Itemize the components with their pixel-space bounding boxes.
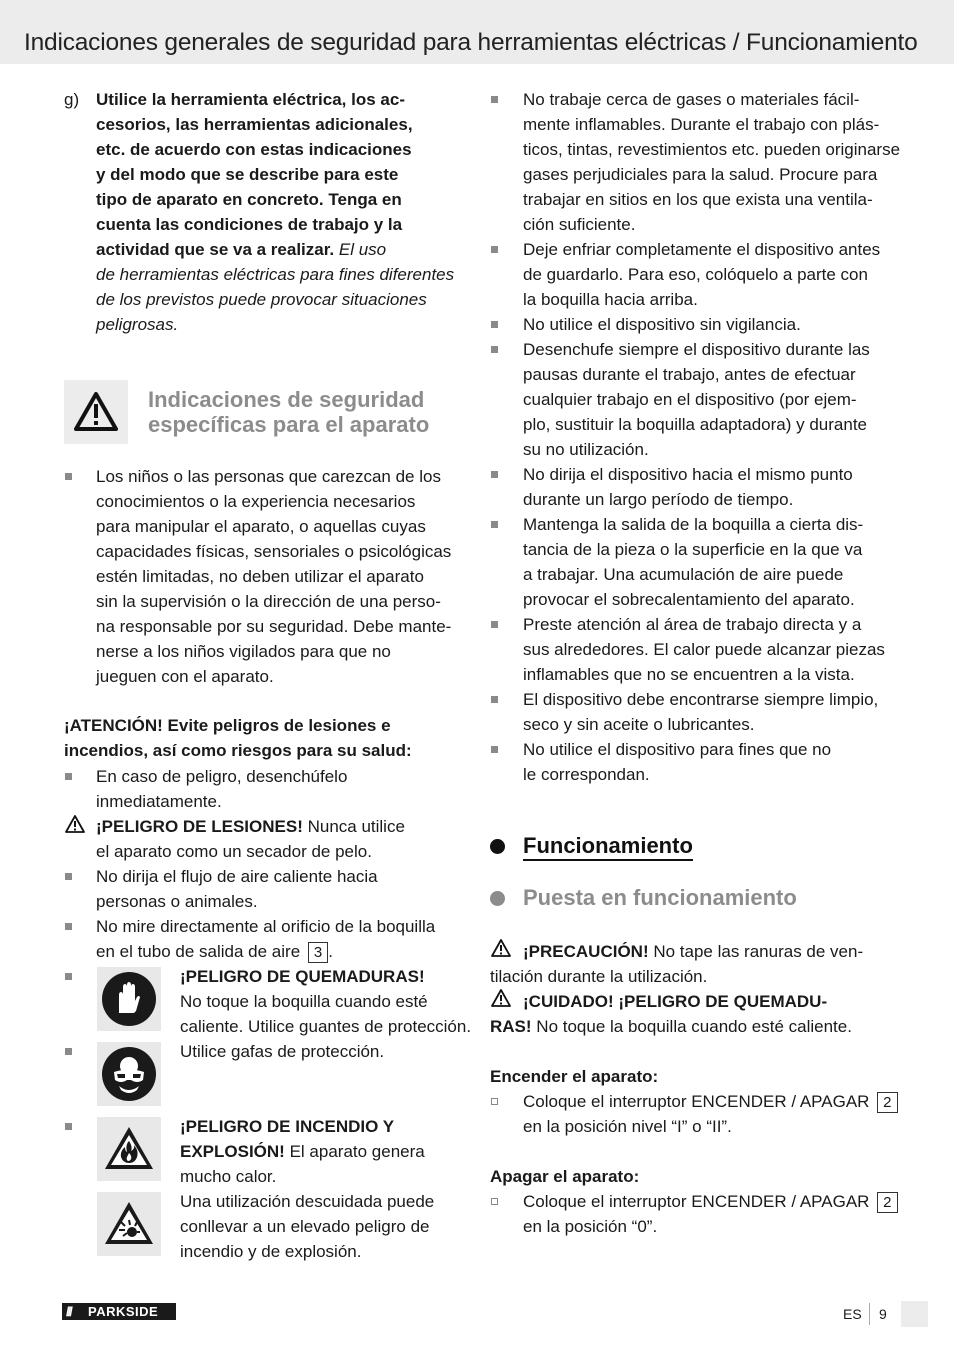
bullet-square: [491, 346, 498, 353]
section-title-line: específicas para el aparato: [148, 412, 430, 437]
bullet-square: [65, 1048, 72, 1055]
part-number-box: 2: [877, 1192, 897, 1213]
bullet-line: de guardarlo. Para eso, colóquelo a parte con: [523, 265, 868, 284]
item-marker-g: g): [64, 90, 80, 109]
fire-rest: El aparato genera: [284, 1142, 425, 1161]
step-line: [523, 1089, 898, 1114]
bullet-line: trabajar en sitios en los que exista una ventila-: [523, 190, 873, 209]
para-line: para manipular el aparato, o aquellas cuyas: [96, 517, 426, 536]
item-danger: [96, 764, 347, 814]
bullet-square: [491, 696, 498, 703]
logo-stripes: ///: [66, 1304, 71, 1319]
explosion-hazard-icon: [97, 1192, 161, 1256]
caution-line-2: tilación durante la utilización.: [490, 967, 708, 986]
item-line: No mire directamente al orificio de la boquilla: [96, 917, 436, 936]
bullet-line: a trabajar. Una acumulación de aire puede: [523, 565, 844, 584]
fire-pictogram: [97, 1117, 161, 1181]
injury-rest: Nunca utilice: [302, 817, 405, 836]
gloves-pictogram: [97, 967, 161, 1031]
step-square: [491, 1098, 498, 1105]
bullet-square: [65, 1123, 72, 1130]
bullet-line: le correspondan.: [523, 765, 650, 784]
part-number-box: 2: [877, 1092, 897, 1113]
goggles-pictogram: [97, 1042, 161, 1106]
right-bullet-item: [523, 312, 903, 337]
bullet-line: No utilice el dispositivo sin vigilancia.: [523, 315, 801, 334]
warning-triangle-icon: [490, 938, 512, 958]
right-bullet-item: [523, 612, 903, 687]
item-fire: [180, 1114, 470, 1264]
fire-bold-2: EXPLOSIÓN!: [180, 1142, 285, 1161]
g-italic-line: de herramientas eléctricas para fines diferentes: [96, 265, 455, 284]
right-bullet-item: [523, 237, 903, 312]
attention-heading: [64, 713, 464, 763]
item-line: inmediatamente.: [96, 792, 222, 811]
bullet-line: Desenchufe siempre el dispositivo durante las: [523, 340, 870, 359]
bullet-line: ticos, tintas, revestimientos etc. pueden originarse: [523, 140, 901, 159]
heading-funcionamiento: Funcionamiento: [523, 833, 693, 861]
bullet-line: plo, sustituir la boquilla adaptadora) y durante: [523, 415, 867, 434]
g-italic-line: peligrosas.: [96, 315, 179, 334]
bullet-square: [65, 923, 72, 930]
page-number: 9: [879, 1306, 887, 1322]
switch-off-step: [523, 1189, 898, 1239]
section-title-line: Indicaciones de seguridad: [148, 387, 425, 412]
heading-dot: [490, 839, 505, 854]
g-line: tipo de aparato en concreto. Tenga en: [96, 190, 402, 209]
step-line: en la posición “0”.: [523, 1217, 658, 1236]
bullet-square: [491, 246, 498, 253]
heading-dot: [490, 891, 505, 906]
item-line: [96, 814, 466, 839]
page-title: Indicaciones generales de seguridad para herramientas eléctricas / Funcionamiento: [24, 29, 918, 56]
right-bullet-item: [523, 512, 903, 612]
heading-puesta: Puesta en funcionamiento: [523, 885, 797, 910]
g-italic-line: de los previstos puede provocar situaciones: [96, 290, 427, 309]
bullet-square: [491, 621, 498, 628]
care-line-2: [490, 1014, 852, 1039]
bullet-line: Preste atención al área de trabajo directa y a: [523, 615, 862, 634]
para-line: nerse a los niños vigilados para que no: [96, 642, 391, 661]
right-bullet-item: [523, 87, 903, 237]
section-title: [148, 387, 478, 437]
caution-bold: ¡PRECAUCIÓN!: [523, 942, 649, 961]
bullet-line: sus alrededores. El calor puede alcanzar piezas: [523, 640, 885, 659]
care-rest: No toque la boquilla cuando esté caliente.: [531, 1017, 852, 1036]
fire-bold-1: ¡PELIGRO DE INCENDIO Y: [180, 1117, 395, 1136]
bullet-line: mente inflamables. Durante el trabajo con plás-: [523, 115, 880, 134]
attention-line: incendios, así como riesgos para su salud:: [64, 741, 412, 760]
step-text: Coloque el interruptor ENCENDER / APAGAR: [523, 1092, 870, 1111]
care-bold-2: RAS!: [490, 1017, 532, 1036]
bullet-square: [491, 471, 498, 478]
bullet-line: ción suficiente.: [523, 215, 636, 234]
explosion-pictogram: [97, 1192, 161, 1256]
bullet-line: Deje enfriar completamente el dispositivo antes: [523, 240, 881, 259]
g-bold-text: [96, 87, 466, 262]
g-line: etc. de acuerdo con estas indicaciones: [96, 140, 412, 159]
para-line: na responsable por su seguridad. Debe mante-: [96, 617, 452, 636]
caution-rest: No tape las ranuras de ven-: [648, 942, 864, 961]
g-line: Utilice la herramienta eléctrica, los ac-: [96, 90, 405, 109]
bullet-line: durante un largo período de tiempo.: [523, 490, 794, 509]
right-bullet-item: [523, 337, 903, 462]
care-line-1: ¡CUIDADO! ¡PELIGRO DE QUEMADU-: [523, 992, 828, 1011]
bullet-line: No dirija el dispositivo hacia el mismo punto: [523, 465, 853, 484]
item-line: [96, 939, 476, 964]
goggles-icon: [97, 1042, 161, 1106]
right-bullet-item: [523, 687, 903, 737]
bullet-line: No utilice el dispositivo para fines que no: [523, 740, 832, 759]
warning-triangle-icon: [490, 988, 512, 1008]
injury-bold: ¡PELIGRO DE LESIONES!: [96, 817, 303, 836]
step-line: en la posición nivel “I” o “II”.: [523, 1117, 732, 1136]
caution-line-1: [523, 939, 863, 964]
bullet-line: provocar el sobrecalentamiento del aparato.: [523, 590, 855, 609]
item-line: mucho calor.: [180, 1167, 277, 1186]
para-line: estén limitadas, no deben utilizar el aparato: [96, 567, 424, 586]
step-line: [523, 1189, 898, 1214]
item-line: [180, 1139, 470, 1164]
logo-brand: PARKSIDE: [88, 1304, 159, 1319]
bullet-square: [491, 746, 498, 753]
item-line: caliente. Utilice guantes de protección.: [180, 1017, 472, 1036]
page-tab: [901, 1301, 928, 1327]
look-text: en el tubo de salida de aire: [96, 942, 301, 961]
g-line: [96, 237, 466, 262]
bullet-line: la boquilla hacia arriba.: [523, 290, 698, 309]
children-paragraph: [96, 464, 466, 689]
bullet-square: [65, 473, 72, 480]
switch-on-title: Encender el aparato:: [490, 1067, 659, 1086]
bullet-line: No trabaje cerca de gases o materiales fácil-: [523, 90, 860, 109]
part-number-box: 3: [308, 942, 328, 963]
para-line: jueguen con el aparato.: [96, 667, 274, 686]
bullet-square: [491, 96, 498, 103]
bullet-line: Mantenga la salida de la boquilla a cierta dis-: [523, 515, 864, 534]
g-line: y del modo que se describe para este: [96, 165, 399, 184]
g-italic-first: El uso: [334, 240, 387, 259]
step-text: Coloque el interruptor ENCENDER / APAGAR: [523, 1192, 870, 1211]
switch-off-title: Apagar el aparato:: [490, 1167, 640, 1186]
para-line: Los niños o las personas que carezcan de los: [96, 467, 441, 486]
item-line: el aparato como un secador de pelo.: [96, 842, 372, 861]
step-square: [491, 1198, 498, 1205]
item-look: [96, 914, 476, 964]
item-line: incendio y de explosión.: [180, 1242, 362, 1261]
item-goggles: Utilice gafas de protección.: [180, 1042, 385, 1061]
g-italic-text: [96, 262, 466, 337]
bullet-line: gases perjudiciales para la salud. Procure para: [523, 165, 878, 184]
g-bold-last: actividad que se va a realizar.: [96, 240, 335, 259]
switch-on-step: [523, 1089, 898, 1139]
warning-triangle-icon: [64, 380, 128, 444]
fire-hazard-icon: [97, 1117, 161, 1181]
item-line: personas o animales.: [96, 892, 258, 911]
g-line: cuenta las condiciones de trabajo y la: [96, 215, 403, 234]
para-line: conocimientos o la experiencia necesarios: [96, 492, 416, 511]
bullet-line: tancia de la pieza o la superficie en la que va: [523, 540, 863, 559]
bullet-line: cualquier trabajo en el dispositivo (por ejem-: [523, 390, 857, 409]
bullet-square: [65, 973, 72, 980]
bullet-square: [491, 521, 498, 528]
footer-divider: [869, 1303, 870, 1325]
g-line: cesorios, las herramientas adicionales,: [96, 115, 413, 134]
bullet-line: su no utilización.: [523, 440, 649, 459]
item-flow: [96, 864, 378, 914]
bullet-square: [65, 873, 72, 880]
parkside-logo: [62, 1303, 176, 1320]
bullet-line: inflamables que no se encuentren a la vista.: [523, 665, 855, 684]
item-line: No toque la boquilla cuando esté: [180, 992, 428, 1011]
warning-triangle-icon: [64, 814, 86, 834]
item-line: Una utilización descuidada puede: [180, 1192, 435, 1211]
item-injury: [96, 814, 466, 864]
attention-line: ¡ATENCIÓN! Evite peligros de lesiones e: [64, 716, 391, 735]
bullet-line: seco y sin aceite o lubricantes.: [523, 715, 755, 734]
right-bullet-item: [523, 737, 903, 787]
bullet-square: [65, 773, 72, 780]
item-line: No dirija el flujo de aire caliente hacia: [96, 867, 378, 886]
bullet-square: [491, 321, 498, 328]
section-warning-box: [64, 380, 128, 444]
burn-bold: ¡PELIGRO DE QUEMADURAS!: [180, 967, 425, 986]
para-line: capacidades físicas, sensoriales o psicológicas: [96, 542, 452, 561]
para-line: sin la supervisión o la dirección de una perso-: [96, 592, 441, 611]
look-end: .: [328, 942, 333, 961]
page-header: [0, 0, 954, 64]
bullet-line: pausas durante el trabajo, antes de efectuar: [523, 365, 856, 384]
bullet-line: El dispositivo debe encontrarse siempre limpio,: [523, 690, 879, 709]
item-line: En caso de peligro, desenchúfelo: [96, 767, 348, 786]
item-line: conllevar a un elevado peligro de: [180, 1217, 430, 1236]
language-code: ES: [843, 1306, 862, 1322]
item-burn: [180, 964, 470, 1039]
right-bullet-item: [523, 462, 903, 512]
gloves-icon: [97, 967, 161, 1031]
